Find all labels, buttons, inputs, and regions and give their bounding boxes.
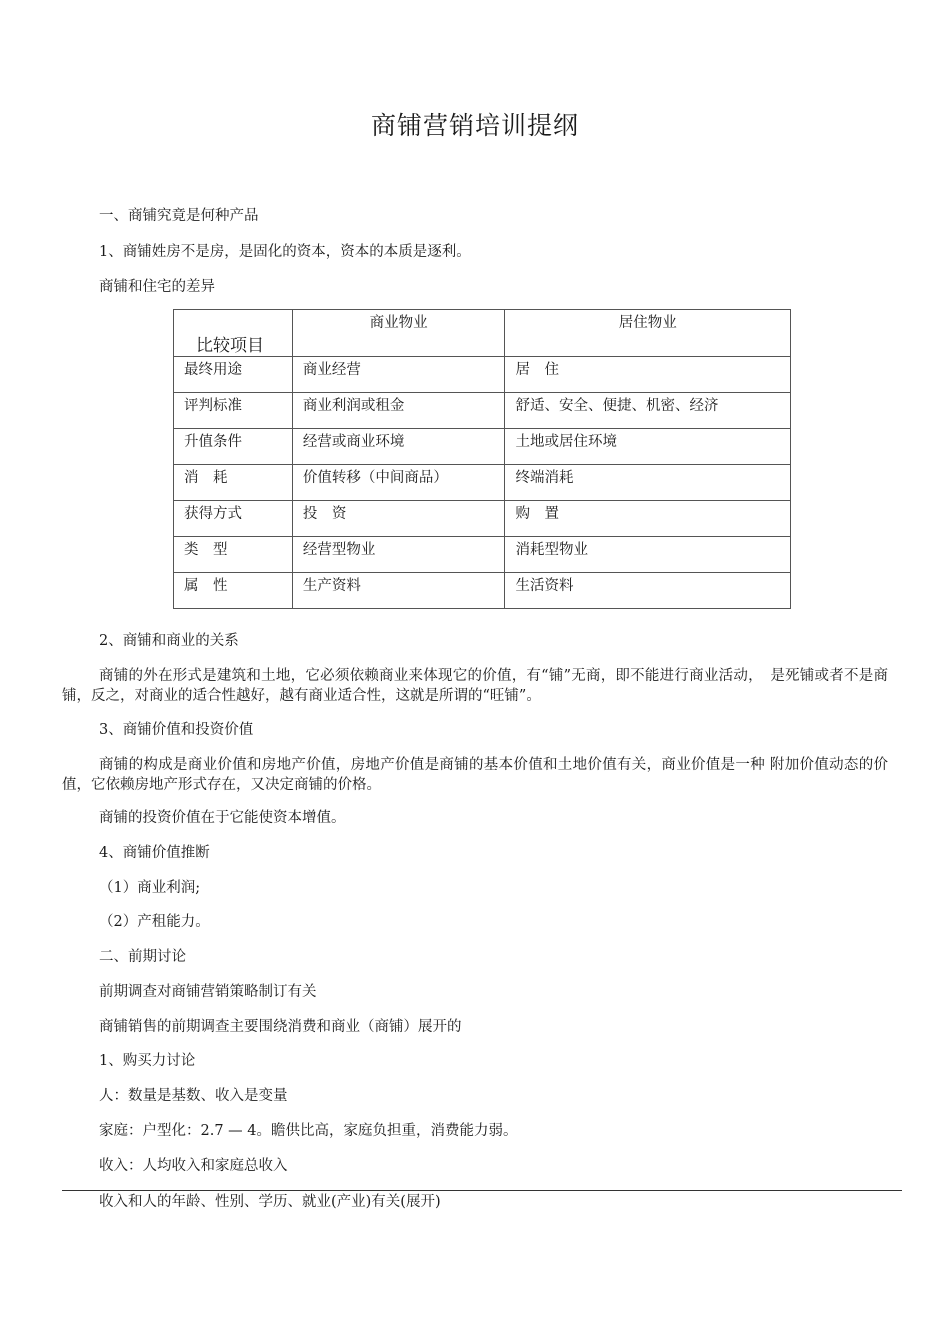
header-cell: 居住物业 — [505, 310, 791, 357]
table-row — [174, 393, 791, 429]
table-row — [174, 501, 791, 537]
table-cell: 消耗型物业 — [505, 537, 791, 573]
item-2: 2、商铺和商业的关系 — [99, 633, 239, 649]
table-cell: 经营或商业环境 — [292, 429, 505, 465]
table-header-row — [174, 310, 791, 357]
divider — [62, 1190, 902, 1191]
table-row — [174, 357, 791, 393]
table-row — [174, 429, 791, 465]
item-3: 3、商铺价值和投资价值 — [99, 722, 254, 738]
text-line: 前期调查对商铺营销策略制订有关 — [99, 984, 317, 1000]
table-row — [174, 537, 791, 573]
table-cell: 生产资料 — [292, 573, 505, 609]
table-cell: 终端消耗 — [505, 465, 791, 501]
table-cell: 生活资料 — [505, 573, 791, 609]
item-4-2: （2）产租能力。 — [99, 914, 210, 930]
text-line: 家庭：户型化：2.7 — 4。瞻供比高，家庭负担重，消费能力弱。 — [99, 1123, 518, 1139]
text-line: 收入：人均收入和家庭总收入 — [99, 1158, 288, 1174]
page-title: 商铺营销培训提纲 — [370, 111, 579, 140]
table-cell: 消 耗 — [174, 465, 293, 501]
paragraph-3b: 商铺的投资价值在于它能使资本增值。 — [99, 810, 346, 826]
table-cell: 经营型物业 — [292, 537, 505, 573]
table-cell: 价值转移（中间商品） — [292, 465, 505, 501]
paragraph-2: 商铺的外在形式是建筑和土地，它必须依赖商业来体现它的价值，有“铺”无商，即不能进行商业活动， 是死铺或者不是商铺，反之，对商业的适合性越好，越有商业适合性，这就是所谓的“旺铺”。 — [62, 668, 888, 704]
table-cell: 舒适、安全、便捷、机密、经济 — [505, 393, 791, 429]
table-cell: 土地或居住环境 — [505, 429, 791, 465]
section-heading-1: 一、商铺究竟是何种产品 — [99, 208, 259, 224]
text-line: 1、购买力讨论 — [99, 1053, 196, 1069]
item-1: 1、商铺姓房不是房，是固化的资本，资本的本质是逐利。 — [99, 244, 471, 260]
table-cell: 商业经营 — [292, 357, 505, 393]
table-cell: 属 性 — [174, 573, 293, 609]
text-line: 收入和人的年龄、性别、学历、就业(产业)有关(展开) — [99, 1194, 441, 1210]
table-cell: 获得方式 — [174, 501, 293, 537]
table-cell: 投 资 — [292, 501, 505, 537]
text-line: 商铺销售的前期调查主要围绕消费和商业（商铺）展开的 — [99, 1019, 462, 1035]
table-cell: 评判标准 — [174, 393, 293, 429]
header-cell: 商业物业 — [292, 310, 505, 357]
header-cell: 比较项目 — [174, 310, 293, 357]
table-cell: 升值条件 — [174, 429, 293, 465]
table-caption: 商铺和住宅的差异 — [99, 279, 215, 295]
table-row — [174, 573, 791, 609]
text-line: 人：数量是基数、收入是变量 — [99, 1088, 288, 1104]
table-cell: 购 置 — [505, 501, 791, 537]
table-cell: 类 型 — [174, 537, 293, 573]
comparison-table — [173, 309, 791, 609]
item-4-1: （1）商业利润; — [99, 880, 201, 896]
section-heading-2: 二、前期讨论 — [99, 949, 186, 965]
table-cell: 最终用途 — [174, 357, 293, 393]
table-cell: 商业利润或租金 — [292, 393, 505, 429]
table-row — [174, 465, 791, 501]
item-4: 4、商铺价值推断 — [99, 845, 210, 861]
paragraph-3: 商铺的构成是商业价值和房地产价值，房地产价值是商铺的基本价值和土地价值有关，商业价值是一种 附加价值动态的价值，它依赖房地产形式存在，又决定商铺的价格。 — [62, 757, 888, 793]
table-cell: 居 住 — [505, 357, 791, 393]
